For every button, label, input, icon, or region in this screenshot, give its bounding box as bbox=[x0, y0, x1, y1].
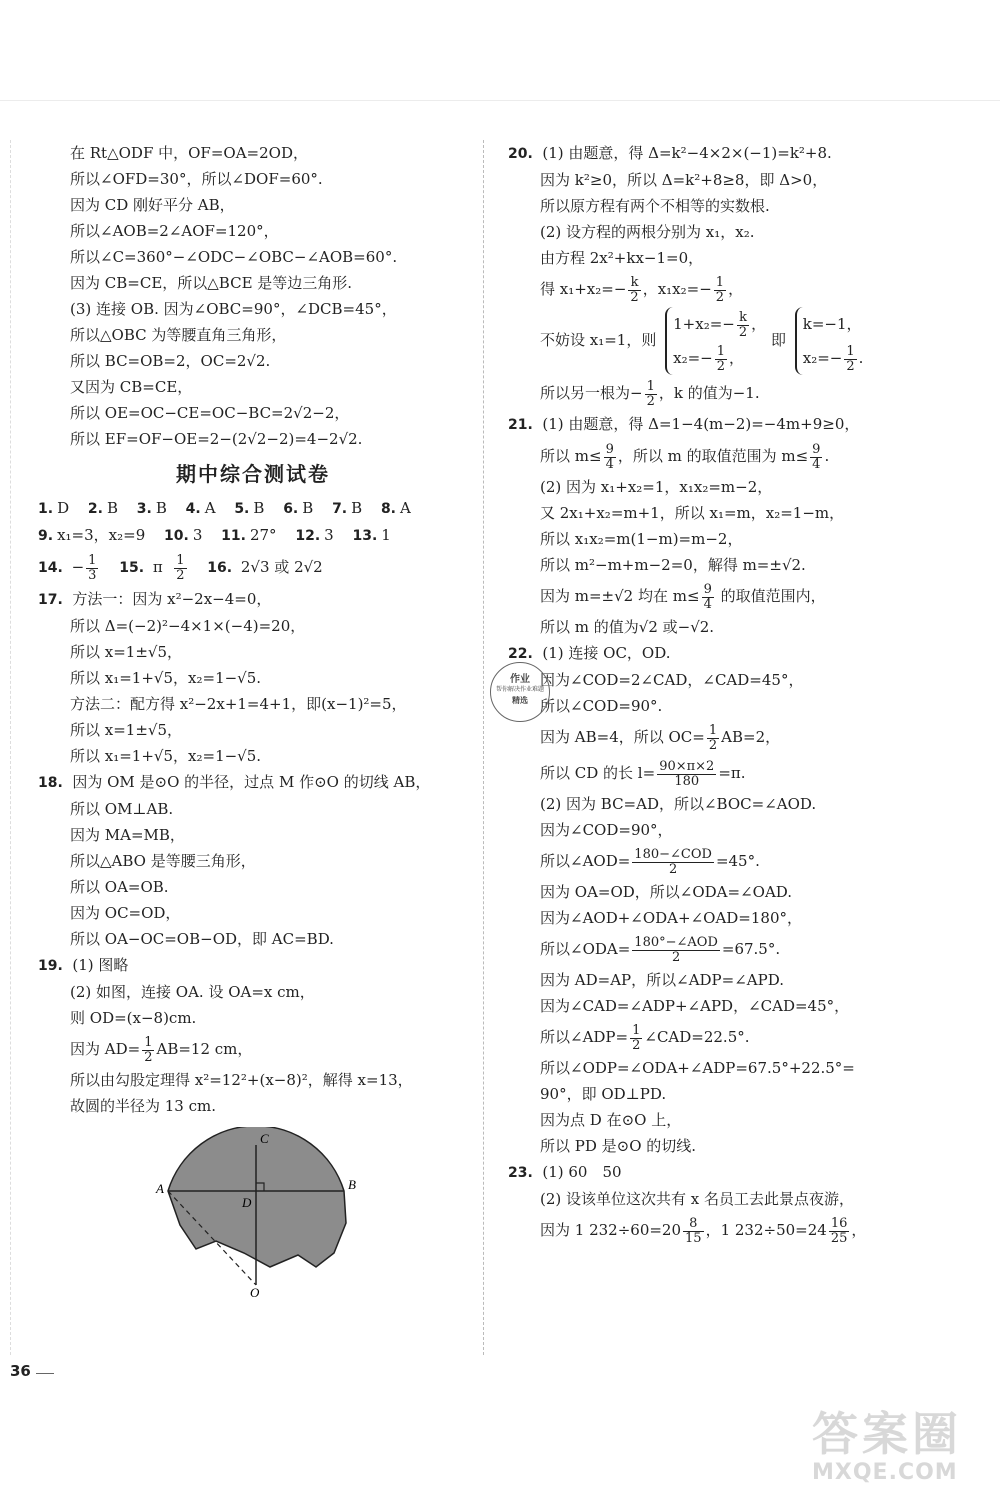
text-line: 因为 CD 刚好平分 AB， bbox=[70, 196, 235, 214]
answer: D bbox=[57, 499, 70, 517]
numerator: k bbox=[737, 311, 749, 326]
answer: A bbox=[400, 499, 411, 517]
text-line: (1) 60 50 bbox=[542, 1163, 622, 1181]
denominator: 3 bbox=[88, 567, 97, 583]
question-number: 18. bbox=[38, 775, 63, 791]
denominator: 25 bbox=[830, 1230, 848, 1246]
answer: 2√3 或 2√2 bbox=[240, 558, 323, 576]
question-number: 16. bbox=[207, 560, 233, 576]
question-number: 17. bbox=[38, 592, 63, 608]
text-fragment: . bbox=[858, 349, 864, 367]
text-line: 所以 m²−m+m−2=0，解得 m=±√2. bbox=[540, 556, 806, 574]
homework-stamp bbox=[490, 662, 550, 722]
text-line: 所以∠C=360°−∠ODC−∠OBC−∠AOB=60°. bbox=[70, 248, 398, 266]
text-line: (2) 如图，连接 OA. 设 OA=x cm， bbox=[70, 983, 315, 1001]
question-number: 13. bbox=[352, 528, 378, 544]
text-line: 所以 OE=OC−CE=OC−BC=2√2−2， bbox=[70, 404, 350, 422]
question-number: 11. bbox=[221, 528, 246, 544]
fraction bbox=[604, 443, 616, 472]
text-fragment: ， bbox=[729, 349, 745, 367]
text-line: 因为 k²≥0，所以 Δ=k²+8≥8，即 Δ>0， bbox=[540, 171, 828, 189]
fraction bbox=[714, 276, 726, 305]
circle-segment-figure bbox=[148, 1127, 468, 1301]
text-fragment: 的取值范围内， bbox=[715, 587, 826, 605]
text-line: 所以 PD 是⊙O 的切线. bbox=[540, 1137, 697, 1155]
question-number: 1. bbox=[38, 501, 54, 517]
denominator: 2 bbox=[708, 737, 718, 753]
question-number: 19. bbox=[38, 958, 63, 974]
numerator: 1 bbox=[708, 722, 718, 738]
text-fragment: x₂=− bbox=[802, 349, 843, 367]
text-line bbox=[508, 271, 978, 307]
text-fragment: 因为 AD= bbox=[70, 1040, 141, 1058]
text-line: 由方程 2x²+kx−1=0， bbox=[540, 249, 704, 267]
text-line bbox=[508, 755, 978, 791]
question-number: 21. bbox=[508, 417, 533, 433]
answer-row-3 bbox=[38, 549, 468, 586]
text-line bbox=[508, 438, 978, 474]
denominator: 2 bbox=[668, 861, 678, 877]
answer-row-2 bbox=[38, 522, 468, 549]
text-line: (1) 由题意，得 Δ=1−4(m−2)=−4m+9≥0， bbox=[542, 415, 860, 433]
text-fragment: 所以 CD 的长 l= bbox=[540, 764, 656, 782]
text-line: 方法二：配方得 x²−2x+1=4+1，即(x−1)²=5， bbox=[70, 695, 407, 713]
text-line: 在 Rt△ODF 中，OF=OA=2OD， bbox=[70, 144, 308, 162]
text-line: (2) 因为 BC=AD，所以∠BOC=∠AOD. bbox=[540, 795, 817, 813]
answer: A bbox=[204, 499, 216, 517]
denominator: 2 bbox=[671, 949, 681, 965]
text-line bbox=[508, 578, 978, 614]
text-line bbox=[508, 1212, 978, 1248]
question-number: 5. bbox=[234, 501, 250, 517]
text-line: 因为 OC=OD， bbox=[70, 904, 181, 922]
question-number: 6. bbox=[283, 501, 299, 517]
denominator: 2 bbox=[846, 358, 855, 374]
text-line: 因为点 D 在⊙O 上， bbox=[540, 1111, 682, 1129]
text-fragment: 所以∠ADP= bbox=[540, 1028, 629, 1046]
answer: x₁=3，x₂=9 bbox=[57, 526, 146, 544]
text-line bbox=[38, 1031, 468, 1067]
text-fragment: . bbox=[824, 447, 830, 465]
stamp-text: 精选 bbox=[512, 695, 528, 705]
text-line: 所以△OBC 为等腰直角三角形， bbox=[70, 326, 287, 344]
text-line bbox=[508, 1019, 978, 1055]
text-fragment: 因为 AB=4，所以 OC= bbox=[540, 728, 705, 746]
fraction bbox=[844, 345, 856, 374]
text-line: 所以 x₁=1+√5，x₂=1−√5. bbox=[70, 747, 262, 765]
numerator: 16 bbox=[830, 1215, 848, 1231]
denominator: 2 bbox=[646, 393, 655, 409]
question-number: 3. bbox=[136, 501, 152, 517]
text-line: 所以 x₁=1+√5，x₂=1−√5. bbox=[70, 669, 262, 687]
denominator: 2 bbox=[632, 1037, 641, 1053]
denominator: 4 bbox=[703, 596, 712, 612]
text-fragment: =45°. bbox=[715, 852, 760, 870]
text-fragment: ，所以 m 的取值范围为 m≤ bbox=[617, 447, 809, 465]
fraction bbox=[683, 1217, 704, 1246]
text-line bbox=[508, 931, 978, 967]
text-line: 所以 x=1±√5， bbox=[70, 643, 183, 661]
text-line: 方法一：因为 x²−2x−4=0， bbox=[72, 590, 272, 608]
numerator: 1 bbox=[715, 274, 725, 290]
text-line: 所以 Δ=(−2)²−4×1×(−4)=20， bbox=[70, 617, 306, 635]
text-line: (2) 设方程的两根分别为 x₁，x₂. bbox=[540, 223, 755, 241]
question-number: 4. bbox=[185, 501, 201, 517]
answer: 1 bbox=[381, 526, 391, 544]
label-o: O bbox=[250, 1285, 260, 1297]
numerator: 9 bbox=[605, 441, 614, 457]
text-fragment: 因为 m=±√2 均在 m≤ bbox=[540, 587, 700, 605]
text-fragment: AB=12 cm， bbox=[156, 1040, 253, 1058]
numerator: 1 bbox=[716, 343, 726, 359]
right-column bbox=[508, 140, 978, 1248]
text-fragment: k=−1， bbox=[802, 315, 862, 333]
text-fragment: ，k 的值为−1. bbox=[658, 384, 760, 402]
question-number: 10. bbox=[164, 528, 189, 544]
fraction bbox=[86, 554, 98, 583]
answer: 27° bbox=[249, 526, 277, 544]
numerator: k bbox=[628, 276, 640, 291]
fraction bbox=[628, 276, 640, 305]
stamp-text: 作业 bbox=[510, 674, 530, 685]
text-line: (2) 因为 x₁+x₂=1，x₁x₂=m−2， bbox=[540, 478, 773, 496]
denominator: 2 bbox=[176, 567, 185, 583]
text-fragment: AB=2， bbox=[721, 728, 781, 746]
text-fragment: 即 bbox=[770, 331, 786, 349]
text-line bbox=[508, 719, 978, 755]
denominator: 180 bbox=[674, 773, 700, 789]
question-number: 8. bbox=[380, 501, 396, 517]
text-line: 则 OD=(x−8)cm. bbox=[70, 1009, 197, 1027]
question-number: 12. bbox=[295, 528, 321, 544]
text-line: 所以 m 的值为√2 或−√2. bbox=[540, 618, 715, 636]
text-line: 又因为 CB=CE， bbox=[70, 378, 193, 396]
text-line: 90°，即 OD⊥PD. bbox=[540, 1085, 667, 1103]
system-brace bbox=[665, 307, 766, 375]
text-fragment: x₂=− bbox=[673, 349, 713, 367]
text-fragment: 不妨设 x₁=1，则 bbox=[540, 331, 657, 349]
answer-sign: − bbox=[71, 558, 85, 576]
text-line: (3) 连接 OB. 因为∠OBC=90°，∠DCB=45°， bbox=[70, 300, 397, 318]
fraction bbox=[657, 760, 716, 789]
text-line: 因为 OA=OD，所以∠ODA=∠OAD. bbox=[540, 883, 793, 901]
text-line: 所以由勾股定理得 x²=12²+(x−8)²，解得 x=13， bbox=[70, 1071, 413, 1089]
fraction bbox=[174, 554, 186, 583]
text-fragment: 所以 m≤ bbox=[540, 447, 602, 465]
fraction bbox=[632, 848, 714, 877]
fraction bbox=[142, 1036, 154, 1065]
left-margin-rule bbox=[10, 140, 11, 1355]
text-line: 所以△ABO 是等腰三角形， bbox=[70, 852, 256, 870]
numerator: 180°−∠AOD bbox=[634, 934, 718, 950]
text-line: 所以 OM⊥AB. bbox=[70, 800, 174, 818]
text-fragment: =π. bbox=[718, 764, 746, 782]
fraction bbox=[702, 583, 714, 612]
denominator: 2 bbox=[738, 324, 748, 340]
fraction bbox=[632, 936, 720, 965]
text-line: 因为∠COD=90°， bbox=[540, 821, 673, 839]
text-line bbox=[508, 375, 978, 411]
fraction bbox=[810, 443, 822, 472]
text-fragment: ，x₁x₂=− bbox=[642, 280, 712, 298]
label-a: A bbox=[156, 1181, 164, 1196]
answer: B bbox=[155, 499, 167, 517]
fraction bbox=[715, 345, 727, 374]
denominator: 4 bbox=[812, 456, 821, 472]
answer: B bbox=[302, 499, 314, 517]
text-line: 又 2x₁+x₂=m+1，所以 x₁=m，x₂=1−m， bbox=[540, 504, 845, 522]
geometry-diagram bbox=[148, 1127, 358, 1297]
text-line: 所以 x=1±√5， bbox=[70, 721, 183, 739]
text-line: 所以 x₁x₂=m(1−m)=m−2， bbox=[540, 530, 743, 548]
watermark-top: 答案圈 bbox=[812, 1407, 962, 1461]
denominator: 4 bbox=[605, 456, 614, 472]
question-number: 9. bbox=[38, 528, 54, 544]
denominator: 2 bbox=[630, 289, 639, 305]
label-d: D bbox=[242, 1195, 252, 1210]
text-fragment: 因为 1 232÷60=20 bbox=[540, 1221, 682, 1239]
question-number: 15. bbox=[119, 560, 145, 576]
text-line: (1) 图略 bbox=[72, 956, 129, 974]
text-line: 所以 OA−OC=OB−OD，即 AC=BD. bbox=[70, 930, 334, 948]
answer: B bbox=[351, 499, 363, 517]
text-fragment: ， bbox=[728, 280, 744, 298]
text-fragment: 1+x₂=− bbox=[673, 315, 735, 333]
text-line: 因为 CB=CE，所以△BCE 是等边三角形. bbox=[70, 274, 353, 292]
fraction bbox=[645, 380, 657, 409]
text-fragment: ， bbox=[851, 1221, 867, 1239]
text-line: 因为∠CAD=∠ADP+∠APD，∠CAD=45°， bbox=[540, 997, 850, 1015]
answer: π bbox=[152, 558, 163, 576]
text-line: 所以∠AOB=2∠AOF=120°， bbox=[70, 222, 279, 240]
page-number: 36 bbox=[10, 1362, 31, 1380]
text-line: 所以 OA=OB. bbox=[70, 878, 169, 896]
watermark-bottom: MXQE.COM bbox=[812, 1460, 958, 1485]
text-fragment: =67.5°. bbox=[721, 940, 781, 958]
text-fragment: ， bbox=[751, 315, 767, 333]
numerator: 180−∠COD bbox=[634, 846, 712, 862]
text-line: 因为 MA=MB， bbox=[70, 826, 185, 844]
answer-row-1 bbox=[38, 495, 468, 522]
text-line: 故圆的半径为 13 cm. bbox=[70, 1097, 217, 1115]
fraction bbox=[737, 311, 749, 340]
text-fragment: 所以∠AOD= bbox=[540, 852, 631, 870]
top-rule bbox=[0, 100, 1000, 101]
question-number: 2. bbox=[87, 501, 103, 517]
text-fragment: ∠CAD=22.5°. bbox=[644, 1028, 750, 1046]
system-brace bbox=[795, 307, 864, 375]
denominator: 15 bbox=[685, 1230, 702, 1246]
text-line: (1) 由题意，得 Δ=k²−4×2×(−1)=k²+8. bbox=[542, 144, 832, 162]
question-number: 22. bbox=[508, 646, 533, 662]
text-line: 所以∠ODP=∠ODA+∠ADP=67.5°+22.5°= bbox=[540, 1059, 855, 1077]
numerator: 8 bbox=[683, 1217, 704, 1232]
numerator: 1 bbox=[144, 1034, 153, 1050]
numerator: 1 bbox=[632, 1022, 641, 1038]
text-fragment: 所以∠ODA= bbox=[540, 940, 631, 958]
text-line: 因为∠AOD+∠ODA+∠OAD=180°， bbox=[540, 909, 803, 927]
label-b: B bbox=[348, 1177, 356, 1192]
answer: 3 bbox=[324, 526, 334, 544]
equation-system bbox=[508, 307, 978, 375]
text-line: 因为 AD=AP，所以∠ADP=∠APD. bbox=[540, 971, 784, 989]
text-line: 所以 EF=OF−OE=2−(2√2−2)=4−2√2. bbox=[70, 430, 363, 448]
section-title: 期中综合测试卷 bbox=[176, 462, 330, 486]
label-c: C bbox=[260, 1131, 269, 1146]
stamp-text: 帮你解决作业难题 bbox=[495, 686, 544, 693]
text-line: (2) 设该单位这次共有 x 名员工去此景点夜游， bbox=[540, 1190, 855, 1208]
text-line: 所以∠COD=90°. bbox=[540, 697, 663, 715]
text-line: 所以 BC=OB=2，OC=2√2. bbox=[70, 352, 271, 370]
text-fragment: 得 x₁+x₂=− bbox=[540, 280, 627, 298]
answer: B bbox=[106, 499, 118, 517]
text-fragment: 所以另一根为− bbox=[540, 384, 643, 402]
answer: B bbox=[253, 499, 265, 517]
numerator: 1 bbox=[846, 343, 855, 359]
text-line bbox=[508, 843, 978, 879]
numerator: 9 bbox=[703, 581, 712, 597]
question-number: 14. bbox=[38, 560, 63, 576]
numerator: 1 bbox=[88, 552, 97, 568]
text-line: (1) 连接 OC，OD. bbox=[542, 644, 671, 662]
numerator: 1 bbox=[176, 552, 185, 568]
denominator: 2 bbox=[715, 289, 725, 305]
fraction bbox=[829, 1217, 850, 1246]
text-line: 所以原方程有两个不相等的实数根. bbox=[540, 197, 770, 215]
column-divider bbox=[483, 140, 484, 1355]
denominator: 2 bbox=[716, 358, 726, 374]
site-watermark bbox=[812, 1398, 962, 1485]
question-number: 20. bbox=[508, 146, 533, 162]
question-number: 23. bbox=[508, 1165, 533, 1181]
page-number-rule bbox=[36, 1373, 54, 1374]
numerator: 90×π×2 bbox=[659, 758, 715, 774]
numerator: 9 bbox=[812, 441, 821, 457]
text-line: 所以∠OFD=30°，所以∠DOF=60°. bbox=[70, 170, 323, 188]
text-line: 因为 OM 是⊙O 的半径，过点 M 作⊙O 的切线 AB， bbox=[72, 773, 431, 791]
question-number: 7. bbox=[332, 501, 348, 517]
numerator: 1 bbox=[646, 378, 655, 394]
denominator: 2 bbox=[144, 1049, 153, 1065]
left-column bbox=[38, 140, 468, 1301]
answer: 3 bbox=[192, 526, 203, 544]
text-fragment: ，1 232÷50=24 bbox=[705, 1221, 827, 1239]
fraction bbox=[707, 724, 719, 753]
fraction bbox=[630, 1024, 642, 1053]
text-line: 因为∠COD=2∠CAD，∠CAD=45°， bbox=[540, 671, 804, 689]
